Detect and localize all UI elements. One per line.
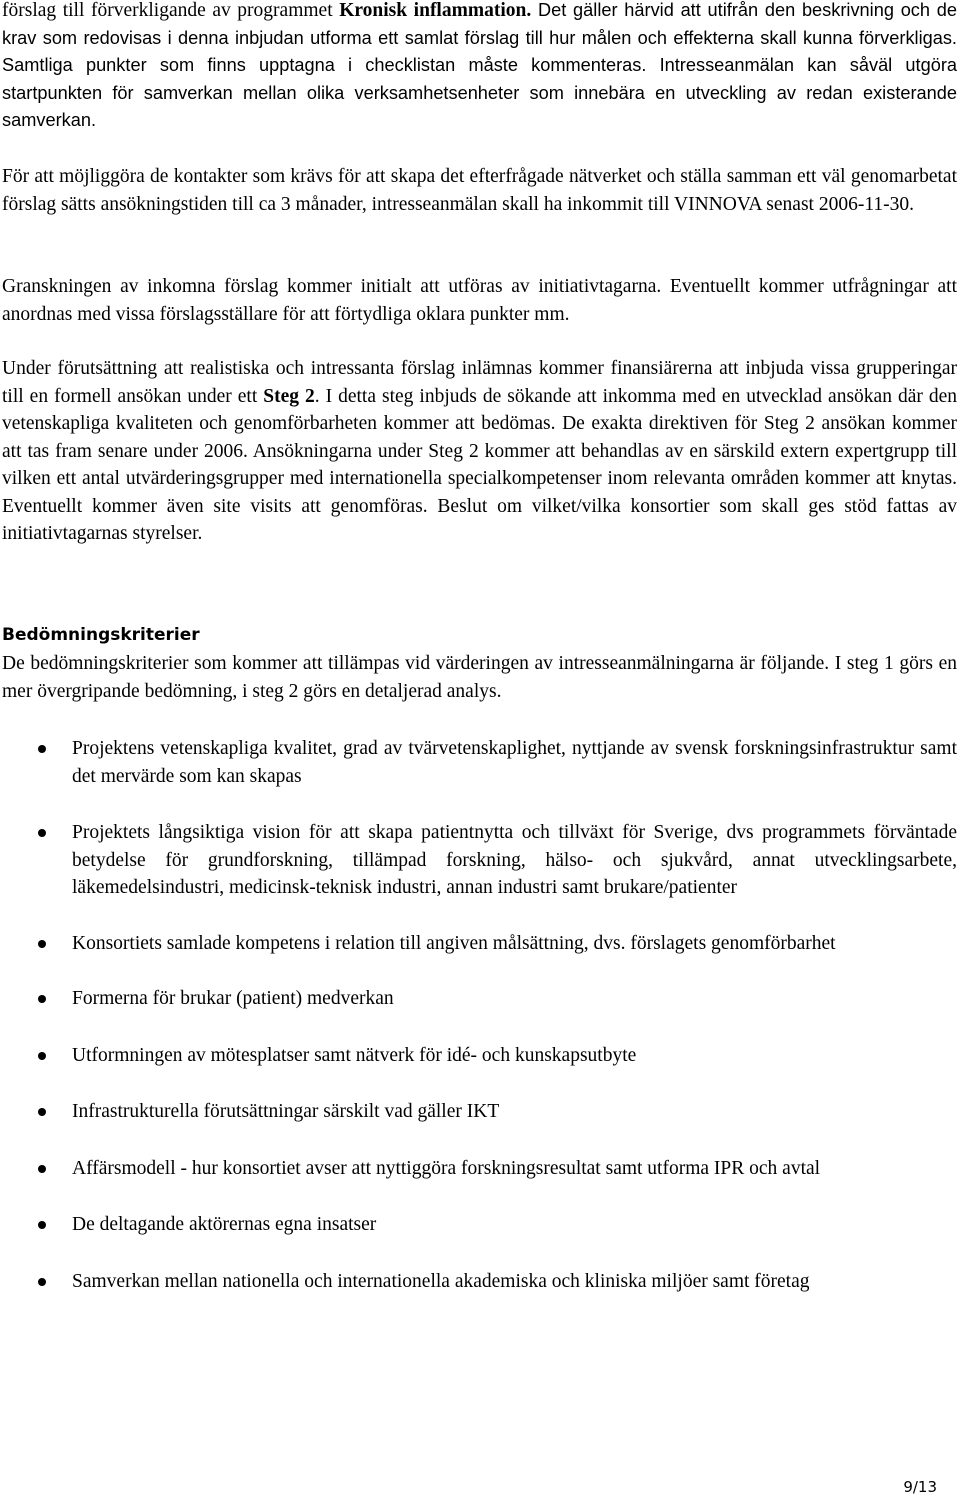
bullet-icon [38,829,46,837]
paragraph-text: Under förutsättning att realistiska och intressanta förslag inlämnas kommer finansiärerna att inbjuda vissa grupperingar till en formell ansökan under ett [2,358,957,407]
page-number: 9/13 [903,1478,937,1496]
paragraph-text: . I detta steg inbjuds de sökande att inkomma med en utvecklad ansökan där den vetenskapliga kvaliteten och genomförbarheten kommer att bedömas. De exakta direktiven för Steg 2 ansökan kommer att tas fram senare under 2006. Ansökningarna under Steg 2 kommer att behandlas av en särskild extern expertgrupp till vilken ett antal utvärderingsgrupper med internationella specialkompetenser inom relevanta områden kommer att knytas. Eventuellt kommer även site visits att genomföras. Beslut om vilket/vilka konsortier som skall ges stöd fattas av initiativtagarnas styrelser. [2,385,957,544]
list-item-text: Projektets långsiktiga vision för att skapa patientnytta och tillväxt för Sverige, dvs programmets förväntade betydelse för grundforskning, tillämpad forskning, hälso- och sjukvård, annat utvecklingsarbete, läkemedelsindustri, medicinsk-teknisk industri, annan industri samt brukare/patienter [72,822,957,898]
paragraph-step-2 [2,355,957,548]
step-2-label: Steg 2 [263,385,315,407]
list-item-text: Formerna för brukar (patient) medverkan [72,988,394,1009]
section-intro: De bedömningskriterier som kommer att tillämpas vid värderingen av intresseanmälningarna är följande. I steg 1 görs en mer övergripande bedömning, i steg 2 görs en detaljerad analys. [2,653,957,702]
list-item [0,930,960,958]
list-item-text: Konsortiets samlade kompetens i relation till angiven målsättning, dvs. förslagets genomförbarhet [72,932,836,954]
criteria-list [0,735,960,1295]
bullet-icon [38,1165,46,1173]
bullet-icon [38,745,46,753]
list-item [0,1098,960,1126]
paragraph-program-proposal [2,0,957,135]
list-item-text: Infrastrukturella förutsättningar särskilt vad gäller IKT [72,1101,500,1122]
bullet-icon [38,1221,46,1229]
bullet-icon [38,1278,46,1286]
list-item-text: Utformningen av mötesplatser samt nätverk för idé- och kunskapsutbyte [72,1044,637,1066]
list-item-text: Samverkan mellan nationella och internationella akademiska och kliniska miljöer samt företag [72,1270,810,1292]
list-item [0,819,960,902]
bullet-icon [38,995,46,1003]
list-item-text: Projektens vetenskapliga kvalitet, grad av tvärvetenskaplighet, nyttjande av svensk forskningsinfrastruktur samt det mervärde som kan skapas [72,738,957,787]
list-item [0,985,960,1013]
paragraph-application-period: För att möjliggöra de kontakter som krävs för att skapa det efterfrågade nätverket och ställa samman ett väl genomarbetat förslag sätts ansökningstiden till ca 3 månader, intresseanmälan skall ha inkommit till VINNOVA senast 2006-11-30. [2,166,957,215]
bullet-icon [38,1108,46,1116]
list-item [0,735,960,790]
list-item [0,1211,960,1239]
list-item [0,1155,960,1183]
list-item [0,1042,960,1070]
paragraph-review: Granskningen av inkomna förslag kommer initialt att utföras av initiativtagarna. Eventuellt kommer utfrågningar att anordnas med vissa förslagsställare för att förtydliga oklara punkter mm. [2,276,957,325]
bullet-icon [38,940,46,948]
bullet-icon [38,1052,46,1060]
paragraph-text: Det gäller härvid att utifrån den beskrivning och de krav som redovisas i denna inbjudan utforma ett samlat förslag till hur målen och effekterna skall kunna förverkligas. Samtliga punkter som finns upptagna i checklistan måste kommenteras. Intresseanmälan kan såväl utgöra startpunkten för samverkan mellan olika verksamhetsenheter som innebära en utveckling av redan existerande samverkan. [2,0,957,130]
paragraph-text: förslag till förverkligande av programmet [2,0,340,21]
program-name: Kronisk inflammation. [339,0,532,21]
section-heading: Bedömningskriterier [2,625,200,645]
list-item-text: Affärsmodell - hur konsortiet avser att nyttiggöra forskningsresultat samt utforma IPR och avtal [72,1157,821,1179]
list-item-text: De deltagande aktörernas egna insatser [72,1214,377,1235]
list-item [0,1268,960,1296]
